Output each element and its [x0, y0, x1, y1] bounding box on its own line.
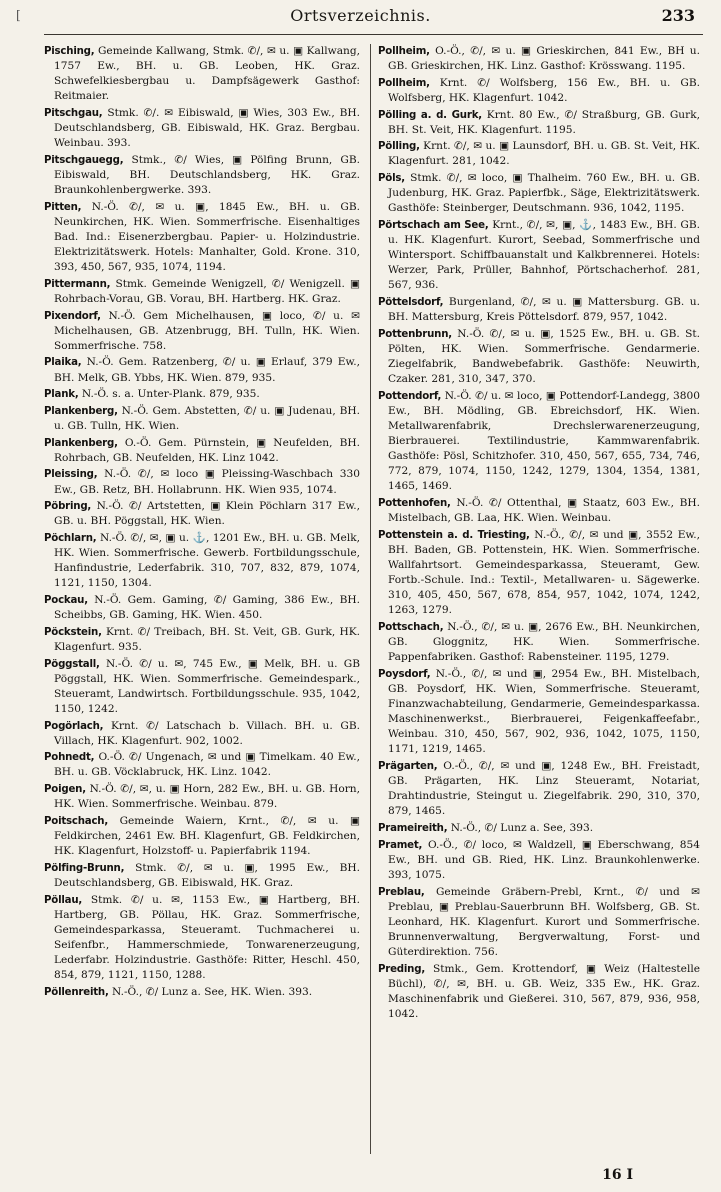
- column-divider: [370, 44, 371, 1154]
- gazetteer-entry: [44, 153, 360, 198]
- place-name: Pollheim,: [378, 46, 430, 57]
- entry-details: N.-Ö., ✆/, ✉ und ▣, 2954 Ew., BH. Mistelbach, GB. Poysdorf, HK. Wien, Sommerfrische. Steueramt, Finanzwachabteilung, Gendarmerie, Gemeindesparkassa. Maschinenwerkst., Bierbrauerei, Feigenkaffeefabr., Weinbau. 310, 450, 567, 902, 936, 1042, 1075, 1150, 1171, 1219, 1465.: [388, 667, 700, 756]
- place-name: Poitschach,: [44, 815, 109, 827]
- page-header: [0, 6, 721, 30]
- place-name: Pöttelsdorf,: [378, 297, 444, 309]
- entry-details: Krnt. ✆/ Treibach, BH. St. Veit, GB. Gurk, HK. Klagenfurt. 935.: [54, 625, 360, 653]
- gazetteer-entry: [44, 106, 360, 151]
- place-name: Pottenhofen,: [378, 498, 451, 510]
- gazetteer-entry: [44, 44, 360, 104]
- gazetteer-entry: [378, 218, 700, 293]
- entry-details: N.-Ö. ✆/, ✉, u. ▣ Horn, 282 Ew., BH. u. GB. Horn, HK. Wien. Sommerfrische. Weinbau. 879.: [54, 783, 360, 811]
- gazetteer-entry: [378, 496, 700, 526]
- place-name: Pöllenreith,: [44, 986, 109, 998]
- right-column: [378, 44, 700, 1154]
- place-name: Pixendorf,: [44, 310, 101, 322]
- gazetteer-entry: [44, 719, 360, 749]
- place-name: Pöckstein,: [44, 626, 102, 638]
- entry-details: Stmk., ✆/ Wies, ▣ Pölfing Brunn, GB. Eibiswald, BH. Deutschlandsberg, HK. Graz. Braunkohlenbergwerke. 393.: [54, 153, 360, 197]
- gazetteer-entry: [44, 436, 360, 466]
- page-margin-mark: [: [16, 8, 21, 22]
- gazetteer-entry: [378, 667, 700, 758]
- place-name: Pitten,: [44, 201, 82, 213]
- entry-details: Krnt. 80 Ew., ✆/ Straßburg, GB. Gurk, BH. St. Veit, HK. Klagenfurt. 1195.: [388, 108, 700, 136]
- entry-details: Stmk. ✆/, ✉ loco, ▣ Thalheim. 760 Ew., BH. u. GB. Judenburg, HK. Graz. Papierfbk., Säge, Elektrizitätswerk. Gasthöfe: Steinberger, Deutschmann. 936, 1042, 1195.: [388, 172, 700, 215]
- gazetteer-entry: [378, 327, 700, 387]
- gazetteer-entry: [378, 620, 700, 665]
- entry-details: Stmk. ✆/, ✉ u. ▣, 1995 Ew., BH. Deutschlandsberg, GB. Eibiswald, HK. Graz.: [54, 861, 360, 889]
- gazetteer-entry: [378, 759, 700, 819]
- entry-details: Burgenland, ✆/, ✉ u. ▣ Mattersburg. GB. u. BH. Mattersburg, Kreis Pöttelsdorf. 879, 957, 1042.: [388, 296, 700, 324]
- place-name: Pittermann,: [44, 278, 111, 290]
- entry-details: N.-Ö. ✆/ Ottenthal, ▣ Staatz, 603 Ew., BH. Mistelbach, GB. Laa, HK. Wien. Weinbau.: [388, 497, 700, 525]
- place-name: Plank,: [44, 389, 79, 401]
- entry-details: Krnt. ✆/ Wolfsberg, 156 Ew., BH. u. GB. Wolfsberg, HK. Klagenfurt. 1042.: [388, 76, 700, 104]
- gazetteer-entry: [44, 200, 360, 275]
- entry-details: Gemeinde Waiern, Krnt., ✆/, ✉ u. ▣ Feldkirchen, 2461 Ew. BH. Klagenfurt, GB. Feldkirchen, HK. Klagenfurt, Holzstoff- u. Papierfabrik 1194.: [54, 814, 360, 858]
- entry-details: N.-Ö. Gem. Gaming, ✆/ Gaming, 386 Ew., BH. Scheibbs, GB. Gaming, HK. Wien. 450.: [54, 594, 360, 622]
- entry-details: O.-Ö., ✆/, ✉ und ▣, 1248 Ew., BH. Freistadt, GB. Prägarten, HK. Linz Steueramt, Notariat, Drahtindustrie, Steingut u. Ziegelfabrik. 290, 310, 370, 879, 1465.: [388, 760, 700, 818]
- place-name: Preblau,: [378, 886, 425, 898]
- gazetteer-entry: [44, 814, 360, 859]
- place-name: Pöls,: [378, 173, 405, 185]
- entry-details: Stmk., Gem. Krottendorf, ▣ Weiz (Haltestelle Büchl), ✆/, ✉, BH. u. GB. Weiz, 335 Ew., HK. Graz. Maschinenfabrik und Gießerei. 310, 567, 879, 936, 958, 1042.: [388, 962, 700, 1020]
- gazetteer-entry: [44, 531, 360, 591]
- gazetteer-entry: [378, 108, 700, 138]
- gazetteer-entry: [44, 355, 360, 385]
- entry-details: Krnt. ✆/ Latschach b. Villach. BH. u. GB. Villach, HK. Klagenfurt. 902, 1002.: [54, 719, 360, 747]
- place-name: Poysdorf,: [378, 668, 431, 680]
- entry-details: N.-Ö., ✆/ Lunz a. See, 393.: [447, 822, 594, 834]
- place-name: Preding,: [378, 963, 425, 975]
- place-name: Pleissing,: [44, 469, 98, 481]
- entry-details: N.-Ö. Gem. Abstetten, ✆/ u. ▣ Judenau, BH. u. GB. Tulln, HK. Wien.: [54, 404, 360, 432]
- entry-details: N.-Ö., ✆/, ✉ und ▣, 3552 Ew., BH. Baden, GB. Pottenstein, HK. Wien. Sommerfrische. Wallfahrtsort. Gemeindesparkassa, Steueramt, Gew. Fortb.-Schule. Ind.: Textil-, Metallwaren- u. Sägewerke. 310, 405, 450, 567, 678, 854, 957, 1042, 1074, 1242, 1263, 1279.: [388, 528, 700, 617]
- gazetteer-entry: [44, 387, 360, 402]
- gazetteer-entry: [378, 838, 700, 883]
- gazetteer-entry: [378, 295, 700, 325]
- entry-details: Krnt., ✆/, ✉, ▣, ⚓, 1483 Ew., BH. GB. u. HK. Klagenfurt. Kurort, Seebad, Sommerfrische und Wintersport. Schiffbauanstalt und Kalkbrennerei. Hotels: Werzer, Park, Prüller, Bahnhof, Pörtschacherhof. 281, 567, 936.: [388, 219, 700, 292]
- place-name: Pohnedt,: [44, 752, 95, 764]
- place-name: Pollheim,: [378, 77, 430, 89]
- header-rule: [44, 34, 703, 35]
- entry-details: N.-Ö. ✆/ u. ✉, 745 Ew., ▣ Melk, BH. u. GB Pöggstall, HK. Wien. Sommerfrische. Gemeindespark., Steueramt, Landwirtsch. Fortbildungsschule. 935, 1042, 1150, 1242.: [54, 657, 360, 715]
- gazetteer-entry: [378, 389, 700, 495]
- place-name: Pramet,: [378, 839, 423, 851]
- page-number: 233: [661, 6, 695, 25]
- place-name: Pölfing-Brunn,: [44, 862, 125, 874]
- gazetteer-entry: [44, 750, 360, 780]
- gazetteer-entry: [378, 171, 700, 216]
- entry-details: N.-Ö. Gem. Ratzenberg, ✆/ u. ▣ Erlauf, 379 Ew., BH. Melk, GB. Ybbs, HK. Wien. 879, 935.: [54, 356, 360, 384]
- entry-details: N.-Ö., ✆/, ✉ u. ▣, 2676 Ew., BH. Neunkirchen, GB. Gloggnitz, HK. Wien. Sommerfrische. Pappenfabriken. Gasthof: Rabensteiner. 1195, 1279.: [388, 621, 700, 664]
- entry-details: N.-Ö. ✆/ u. ✉ loco, ▣ Pottendorf-Landegg, 3800 Ew., BH. Mödling, GB. Ebreichsdorf, HK. Wien. Metallwarenfabrik, Drechslerwarenerzeugung, Bierbrauerei. Textilindustrie, Kammwarenfabrik. Gasthöfe: Pösl, Schitzhofer. 310, 450, 567, 655, 734, 746, 772, 879, 1074, 1150, 1242, 1279, 1304, 1354, 1381, 1465, 1469.: [388, 389, 700, 493]
- entry-details: N.-Ö. s. a. Unter-Plank. 879, 935.: [78, 388, 260, 401]
- place-name: Pottendorf,: [378, 390, 442, 402]
- place-name: Plankenberg,: [44, 437, 118, 449]
- page-title: Ortsverzeichnis.: [290, 6, 431, 25]
- entry-details: N.-Ö., ✆/ Lunz a. See, HK. Wien. 393.: [108, 985, 313, 998]
- gazetteer-entry: [378, 962, 700, 1022]
- gazetteer-entry: [378, 528, 700, 619]
- place-name: Pölling,: [378, 141, 420, 153]
- place-name: Pottenbrunn,: [378, 328, 452, 340]
- gazetteer-entry: [44, 893, 360, 984]
- gazetteer-entry: [44, 309, 360, 354]
- place-name: Pockau,: [44, 595, 88, 606]
- place-name: Pölling a. d. Gurk,: [378, 109, 482, 121]
- entry-details: O.-Ö. ✆/ Ungenach, ✉ und ▣ Timelkam. 40 Ew., BH. u. GB. Vöcklabruck, HK. Linz. 1042.: [54, 751, 360, 779]
- entry-details: Stmk. ✆/. ✉ Eibiswald, ▣ Wies, 303 Ew., BH. Deutschlandsberg, GB. Eibiswald, HK. Graz. Bergbau. Weinbau. 393.: [54, 106, 360, 150]
- gazetteer-entry: [44, 625, 360, 655]
- gazetteer-entry: [378, 76, 700, 106]
- place-name: Prameireith,: [378, 823, 448, 834]
- place-name: Pottenstein a. d. Triesting,: [378, 529, 530, 541]
- place-name: Pisching,: [44, 46, 95, 57]
- entry-details: O.-Ö., ✆/ loco, ✉ Waldzell, ▣ Eberschwang, 854 Ew., BH. und GB. Ried, HK. Linz. Braunkohlenwerke. 393, 1075.: [388, 838, 700, 881]
- gazetteer-entry: [44, 404, 360, 434]
- place-name: Prägarten,: [378, 761, 438, 773]
- gazetteer-columns: [44, 44, 704, 1154]
- entry-details: Gemeinde Kallwang, Stmk. ✆/, ✉ u. ▣ Kallwang, 1757 Ew., BH. u. GB. Leoben, HK. Graz. Schwefelkiesbergbau u. Dampfsägewerk Gasthof: Reitmaier.: [54, 45, 360, 103]
- place-name: Poigen,: [44, 784, 86, 796]
- gazetteer-entry: [44, 861, 360, 891]
- entry-details: N.-Ö. ✆/, ✉, ▣ u. ⚓, 1201 Ew., BH. u. GB. Melk, HK. Wien. Sommerfrische. Gewerb. Fortbildungsschule, Hanfindustrie, Lederfabrik. 310, 707, 832, 879, 1074, 1121, 1150, 1304.: [54, 532, 360, 590]
- gazetteer-entry: [378, 139, 700, 169]
- entry-details: Krnt. ✆/, ✉ u. ▣ Launsdorf, BH. u. GB. St. Veit, HK. Klagenfurt. 281, 1042.: [388, 140, 700, 168]
- place-name: Pöchlarn,: [44, 533, 97, 545]
- gazetteer-entry: [378, 885, 700, 960]
- place-name: Pörtschach am See,: [378, 220, 489, 231]
- place-name: Pöbring,: [44, 501, 92, 513]
- place-name: Pitschgau,: [44, 107, 103, 119]
- gazetteer-entry: [44, 782, 360, 812]
- entry-details: O.-Ö., ✆/, ✉ u. ▣ Grieskirchen, 841 Ew., BH u. GB. Grieskirchen, HK. Linz. Gasthof: Krösswang. 1195.: [388, 45, 700, 73]
- place-name: Plaika,: [44, 357, 82, 369]
- gazetteer-entry: [378, 44, 700, 74]
- gazetteer-entry: [44, 593, 360, 623]
- gazetteer-entry: [44, 657, 360, 717]
- gazetteer-entry: [44, 467, 360, 497]
- entry-details: N.-Ö. Gem Michelhausen, ▣ loco, ✆/ u. ✉ Michelhausen, GB. Atzenbrugg, BH. Tulln, HK. Wien. Sommerfrische. 758.: [54, 309, 360, 352]
- entry-details: Stmk. ✆/ u. ✉, 1153 Ew., ▣ Hartberg, BH. Hartberg, GB. Pöllau, HK. Graz. Sommerfrische, Gemeindesparkassa, Steueramt. Tuchmacherei u. Seifenfbr., Hammerschmiede, Tonwarenerzeugung, Lederfabr. Holzindustrie. Gasthöfe: Ritter, Heschl. 450, 854, 879, 1121, 1150, 1288.: [54, 893, 360, 981]
- place-name: Pöllau,: [44, 894, 83, 906]
- entry-details: Gemeinde Gräbern-Prebl, Krnt., ✆/ und ✉ Preblau, ▣ Preblau-Sauerbrunn BH. Wolfsberg, GB. St. Leonhard, HK. Klagenfurt. Kurort und Sommerfrische. Brunnenverwaltung, Bergverwaltung, Forst- und Güterdirektion. 756.: [388, 885, 700, 958]
- place-name: Pitschgauegg,: [44, 154, 124, 166]
- left-column: [44, 44, 360, 1154]
- place-name: Plankenberg,: [44, 405, 118, 417]
- place-name: Pöggstall,: [44, 658, 100, 670]
- entry-details: N.-Ö. ✆/, ✉ u. ▣, 1525 Ew., BH. u. GB. St. Pölten, HK. Wien. Sommerfrische. Gendarmerie. Ziegelfabrik, Bandwebefabrik. Gasthöfe: Neuwirth, Czaker. 281, 310, 347, 370.: [388, 327, 700, 386]
- entry-details: N.-Ö. ✆/, ✉ loco ▣ Pleissing-Waschbach 330 Ew., GB. Retz, BH. Hollabrunn. HK. Wien 935, 1074.: [54, 468, 360, 496]
- gazetteer-entry: [44, 985, 360, 1000]
- gazetteer-entry: [44, 499, 360, 529]
- place-name: Pogörlach,: [44, 720, 104, 732]
- gazetteer-entry: [44, 277, 360, 307]
- entry-details: N.-Ö. ✆/ Artstetten, ▣ Klein Pöchlarn 317 Ew., GB. u. BH. Pöggstall, HK. Wien.: [54, 500, 360, 528]
- entry-details: Stmk. Gemeinde Wenigzell, ✆/ Wenigzell. ▣ Rohrbach-Vorau, GB. Vorau, BH. Hartberg. HK. Graz.: [54, 277, 360, 305]
- gazetteer-entry: [378, 821, 700, 836]
- signature-mark: 16 I: [602, 1167, 633, 1183]
- place-name: Pottschach,: [378, 622, 444, 633]
- entry-details: O.-Ö. Gem. Pürnstein, ▣ Neufelden, BH. Rohrbach, GB. Neufelden, HK. Linz 1042.: [54, 436, 360, 464]
- entry-details: N.-Ö. ✆/, ✉ u. ▣, 1845 Ew., BH. u. GB. Neunkirchen, HK. Wien. Sommerfrische. Eisenhaltiges Bad. Ind.: Eisenerzbergbau. Papier- u. Holzindustrie. Elektrizitätswerk. Hotels: Manhalter, Gold. Krone. 310, 393, 450, 567, 935, 1074, 1194.: [54, 200, 360, 274]
